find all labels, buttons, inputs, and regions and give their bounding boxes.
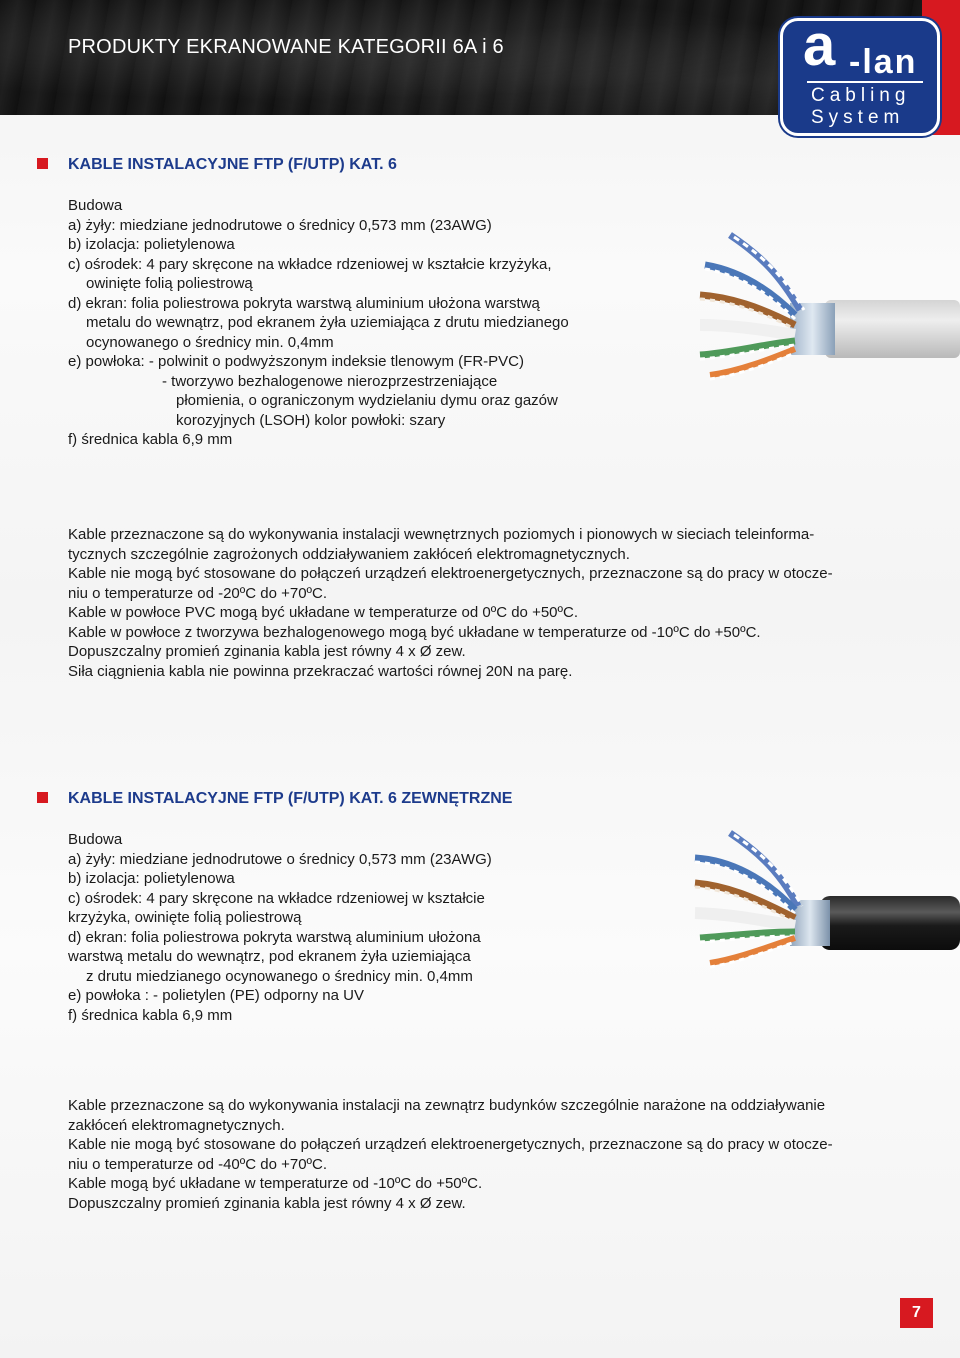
spec-line: b) izolacja: polietylenowa (68, 236, 235, 253)
desc-line: Dopuszczalny promień zginania kabla jest równy 4 x Ø zew. (68, 643, 466, 660)
desc-line: Kable nie mogą być stosowane do połączeń urządzeń elektroenergetycznych, przeznaczone są do pracy w otocze- (68, 1136, 833, 1153)
spec-line: a) żyły: miedziane jednodrutowe o średnicy 0,573 mm (23AWG) (68, 216, 492, 234)
section-bullet-icon (37, 158, 48, 169)
spec-line: - tworzywo bezhalogenowe nierozprzestrzeniające (162, 372, 498, 390)
spec-line: b) izolacja: polietylenowa (68, 870, 235, 887)
logo-lan: -lan (849, 43, 918, 81)
spec-line: metalu do wewnątrz, pod ekranem żyła uziemiająca z drutu miedzianego (86, 314, 569, 331)
spec-line: ocynowanego o średnicy min. 0,4mm (86, 333, 334, 351)
desc-line: niu o temperaturze od -20ºC do +70ºC. (68, 584, 328, 602)
desc-line: tycznych szczególnie zagrożonych oddziaływaniem zakłóceń elektromagnetycznych. (68, 545, 630, 563)
spec-line: warstwą metalu do wewnątrz, pod ekranem żyła uziemiająca (68, 948, 471, 965)
spec-line: e) powłoka: - polwinit o podwyższonym indeksie tlenowym (FR-PVC) (68, 353, 524, 370)
section-bullet-icon (37, 792, 48, 803)
spec-line: owinięte folią poliestrową (86, 275, 253, 292)
spec-line: z drutu miedzianego ocynowanego o średnicy min. 0,4mm (86, 967, 473, 985)
spec-line: c) ośrodek: 4 pary skręcone na wkładce rdzeniowej w kształcie krzyżyka, (68, 255, 552, 273)
logo-cabling: Cabling (811, 85, 911, 106)
spec-line: płomienia, o ograniczonym wydzielaniu dymu oraz gazów (176, 392, 558, 409)
spec-line: f) średnica kabla 6,9 mm (68, 1006, 233, 1024)
desc-line: Kable w powłoce z tworzywa bezhalogenowego mogą być układane w temperaturze od -10ºC do +50ºC. (68, 623, 761, 641)
section1-title: KABLE INSTALACYJNE FTP (F/UTP) KAT. 6 (68, 156, 397, 173)
desc-line: zakłóceń elektromagnetycznych. (68, 1116, 285, 1134)
spec-line: Budowa (68, 831, 123, 848)
page-title: PRODUKTY EKRANOWANE KATEGORII 6A i 6 (68, 36, 504, 58)
grey-ftp-cable-image (690, 225, 960, 395)
spec-line: e) powłoka : - polietylen (PE) odporny na UV (68, 987, 364, 1004)
black-outdoor-ftp-cable-image (690, 828, 960, 978)
logo-system: System (811, 107, 905, 128)
spec-line: f) średnica kabla 6,9 mm (68, 431, 233, 448)
spec-line: a) żyły: miedziane jednodrutowe o średnicy 0,573 mm (23AWG) (68, 850, 492, 868)
desc-line: Kable przeznaczone są do wykonywania instalacji wewnętrznych poziomych i pionowych w sieciach teleinforma- (68, 526, 815, 543)
section2-title: KABLE INSTALACYJNE FTP (F/UTP) KAT. 6 ZEWNĘTRZNE (68, 790, 513, 807)
spec-line: d) ekran: folia poliestrowa pokryta warstwą aluminium ułożona (68, 928, 481, 946)
logo-a: a (803, 13, 836, 78)
logo-divider (807, 81, 923, 83)
desc-line: Kable mogą być układane w temperaturze od -10ºC do +50ºC. (68, 1175, 483, 1192)
desc-line: Kable w powłoce PVC mogą być układane w temperaturze od 0ºC do +50ºC. (68, 604, 578, 621)
desc-line: Siła ciągnienia kabla nie powinna przekraczać wartości równej 20N na parę. (68, 662, 573, 680)
spec-line: krzyżyka, owinięte folią poliestrową (68, 909, 302, 926)
spec-line: Budowa (68, 197, 123, 214)
page-number: 7 (900, 1298, 933, 1328)
a-lan-logo (780, 13, 940, 136)
desc-line: Dopuszczalny promień zginania kabla jest równy 4 x Ø zew. (68, 1194, 466, 1212)
desc-line: Kable nie mogą być stosowane do połączeń urządzeń elektroenergetycznych, przeznaczone są do pracy w otocze- (68, 565, 833, 582)
spec-line: c) ośrodek: 4 pary skręcone na wkładce rdzeniowej w kształcie (68, 889, 485, 907)
desc-line: niu o temperaturze od -40ºC do +70ºC. (68, 1155, 328, 1173)
spec-line: d) ekran: folia poliestrowa pokryta warstwą aluminium ułożona warstwą (68, 294, 540, 312)
spec-line: korozyjnych (LSOH) kolor powłoki: szary (176, 411, 446, 429)
desc-line: Kable przeznaczone są do wykonywania instalacji na zewnątrz budynków szczególnie narażone na oddziaływanie (68, 1097, 826, 1114)
